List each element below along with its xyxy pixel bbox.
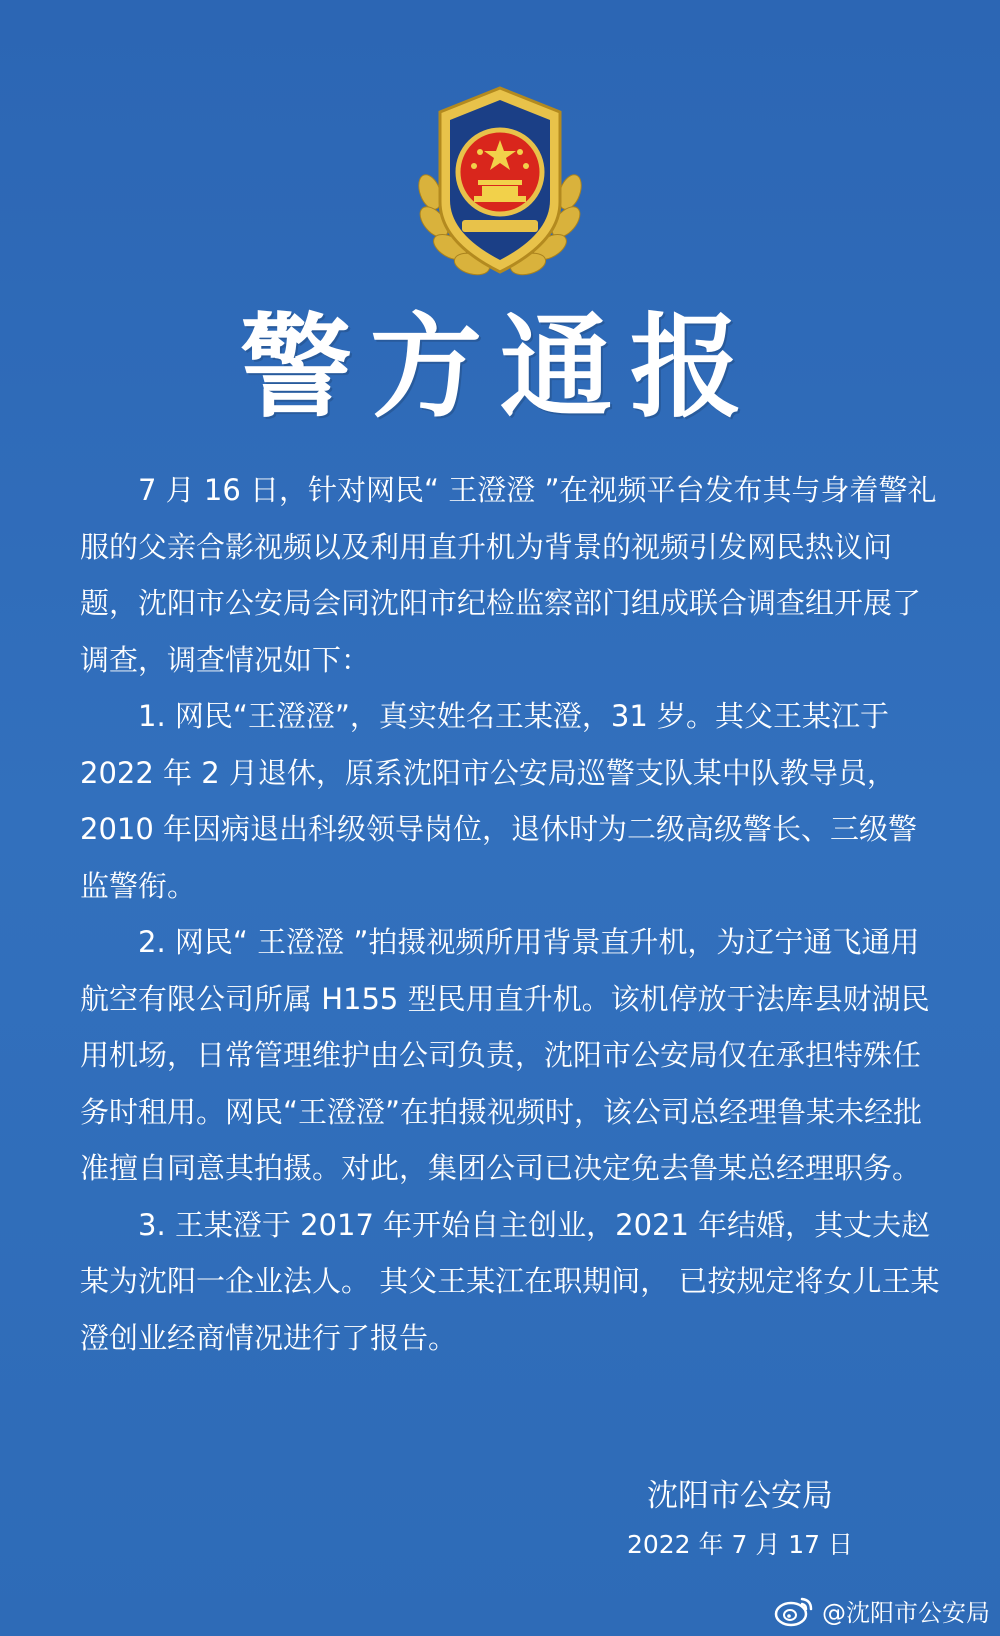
- paragraph-intro: 7 月 16 日，针对网民“ 王澄澄 ”在视频平台发布其与身着警礼服的父亲合影视频以及利用直升机为背景的视频引发网民热议问题，沈阳市公安局会同沈阳市纪检监察部门组成联合调查组开展了调查，调查情况如下：: [80, 473, 937, 677]
- issuing-organization: 沈阳市公安局: [647, 1478, 833, 1514]
- paragraph-item-2: 2. 网民“ 王澄澄 ”拍摄视频所用背景直升机，为辽宁通飞通用航空有限公司所属 H155 型民用直升机。该机停放于法库县财湖民用机场，日常管理维护由公司负责，沈阳市公安局仅在承担特殊任务时租用。网民“王澄澄”在拍摄视频时，该公司总经理鲁某未经批准擅自同意其拍摄。对此，集团公司已决定免去鲁某总经理职务。: [80, 925, 930, 1185]
- signature-block: [600, 1468, 880, 1566]
- police-emblem-icon: [400, 82, 600, 282]
- watermark-text: @沈阳市公安局: [822, 1599, 990, 1627]
- paragraph-item-1: 1. 网民“王澄澄”，真实姓名王某澄，31 岁。其父王某江于 2022 年 2 月退休，原系沈阳市公安局巡警支队某中队教导员，2010 年因病退出科级领导岗位，退休时为二级高级警长、三级警监警衔。: [80, 699, 918, 903]
- weibo-watermark: [774, 1593, 990, 1628]
- notice-body: [80, 462, 940, 1366]
- notice-title: 警方通报: [240, 302, 760, 433]
- issue-date: 2022 年 7 月 17 日: [626, 1530, 854, 1559]
- weibo-icon: [774, 1595, 814, 1627]
- paragraph-item-3: 3. 王某澄于 2017 年开始自主创业，2021 年结婚，其丈夫赵某为沈阳一企业法人。 其父王某江在职期间， 已按规定将女儿王某澄创业经商情况进行了报告。: [80, 1207, 940, 1355]
